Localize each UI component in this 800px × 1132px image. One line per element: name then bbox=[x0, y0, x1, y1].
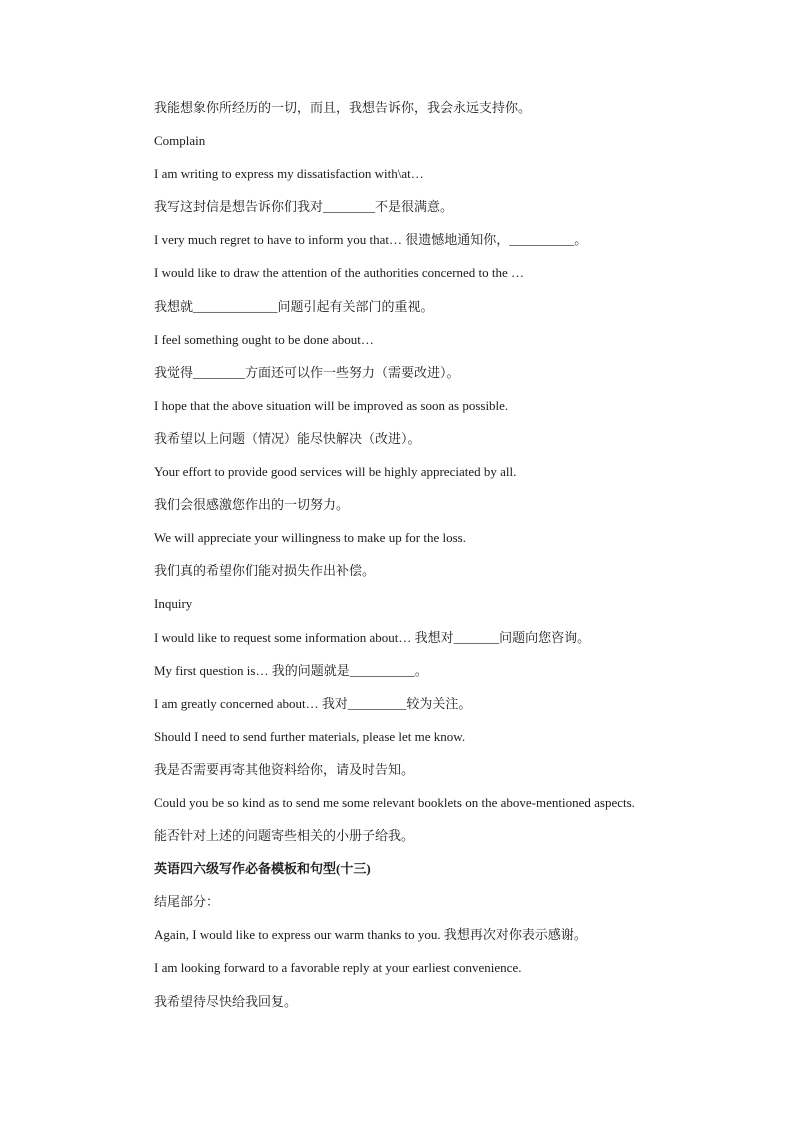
text-line: 我写这封信是想告诉你们我对________不是很满意。 bbox=[154, 199, 454, 215]
document-page bbox=[154, 96, 754, 1023]
text-line: I hope that the above situation will be improved as soon as possible. bbox=[154, 397, 509, 413]
text-line: Should I need to send further materials, please let me know. bbox=[154, 728, 466, 744]
text-line: My first question is… 我的问题就是__________。 bbox=[154, 662, 428, 678]
text-line: We will appreciate your willingness to make up for the loss. bbox=[154, 530, 466, 546]
section-heading-closing: 结尾部分： bbox=[154, 894, 220, 910]
text-line: I would like to draw the attention of the authorities concerned to the … bbox=[154, 265, 525, 281]
text-line: 我觉得________方面还可以作一些努力（需要改进）。 bbox=[154, 364, 460, 380]
text-line: 我们会很感激您作出的一切努力。 bbox=[154, 497, 350, 513]
text-line: I very much regret to have to inform you that… 很遗憾地通知你，__________。 bbox=[154, 232, 588, 248]
text-line: 我们真的希望你们能对损失作出补偿。 bbox=[154, 563, 376, 579]
text-line: 我希望以上问题（情况）能尽快解决（改进）。 bbox=[154, 430, 421, 446]
text-line: Your effort to provide good services will be highly appreciated by all. bbox=[154, 464, 517, 480]
text-line: 我希望待尽快给我回复。 bbox=[154, 993, 298, 1009]
text-line: 我能想象你所经历的一切，而且，我想告诉你，我会永远支持你。 bbox=[154, 100, 532, 115]
chapter-title: 英语四六级写作必备模板和句型(十三) bbox=[154, 861, 371, 877]
section-heading-inquiry: Inquiry bbox=[154, 596, 193, 612]
text-line: I feel something ought to be done about… bbox=[154, 331, 374, 347]
text-line: I am writing to express my dissatisfaction with\at… bbox=[154, 166, 424, 182]
text-line: Again, I would like to express our warm thanks to you. 我想再次对你表示感谢。 bbox=[154, 927, 587, 943]
text-line: I am greatly concerned about… 我对_________较为关注。 bbox=[154, 695, 472, 711]
text-line: 能否针对上述的问题寄些相关的小册子给我。 bbox=[154, 828, 415, 844]
text-line: 我想就_____________问题引起有关部门的重视。 bbox=[154, 298, 434, 314]
text-line: I would like to request some information about… 我想对_______问题向您咨询。 bbox=[154, 629, 591, 645]
text-line: Could you be so kind as to send me some relevant booklets on the above-mentioned aspects. bbox=[154, 794, 635, 810]
text-line: 我是否需要再寄其他资料给你，请及时告知。 bbox=[154, 761, 415, 777]
section-heading-complain: Complain bbox=[154, 133, 206, 149]
text-line: I am looking forward to a favorable reply at your earliest convenience. bbox=[154, 960, 522, 976]
